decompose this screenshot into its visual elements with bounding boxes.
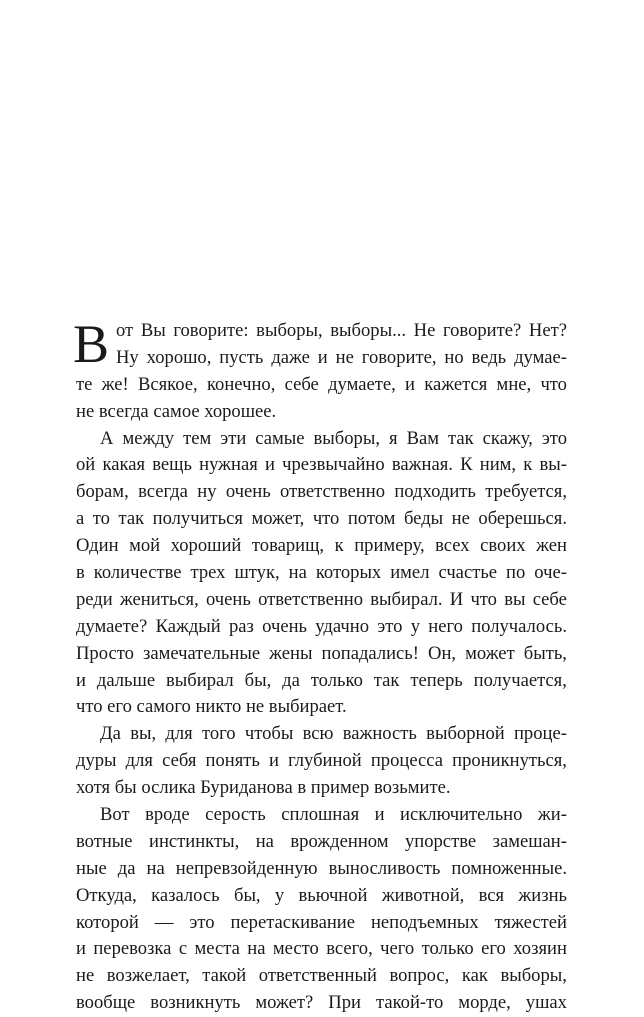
text-line: вообще возникнуть может? При такой-то морде, ушах bbox=[76, 992, 567, 1014]
drop-cap: В bbox=[73, 314, 110, 374]
text-line: думаете? Каждый раз очень удачно это у него получалось. bbox=[76, 615, 567, 637]
text-line: реди жениться, очень ответственно выбирал. И что вы себе bbox=[76, 588, 567, 610]
body-text bbox=[73, 314, 567, 1017]
text-line: хотя бы ослика Буриданова в пример возьмите. bbox=[76, 777, 451, 799]
text-line: и перевозка с места на место всего, чего только его хозяин bbox=[76, 938, 567, 960]
text-line: ой какая вещь нужная и чрезвычайно важная. К ним, к вы- bbox=[76, 454, 567, 476]
text-line: которой — это перетаскивание неподъемных тяжестей bbox=[76, 911, 567, 933]
text-line: а то так получиться может, что потом беды не оберешься. bbox=[76, 508, 567, 530]
text-line: не всегда самое хорошее. bbox=[76, 400, 277, 422]
text-line: и дальше выбирал бы, да только так теперь получается, bbox=[76, 669, 567, 691]
text-line: что его самого никто не выбирает. bbox=[76, 696, 347, 718]
text-line: не возжелает, такой ответственный вопрос, как выборы, bbox=[76, 965, 567, 987]
text-line: те же! Всякое, конечно, себе думаете, и кажется мне, что bbox=[76, 373, 567, 395]
text-line: Один мой хороший товарищ, к примеру, всех своих жен bbox=[76, 535, 567, 557]
text-line: борам, всегда ну очень ответственно подходить требуется, bbox=[76, 481, 567, 503]
text-line: Да вы, для того чтобы всю важность выборной проце- bbox=[100, 723, 567, 745]
text-line: Ну хорошо, пусть даже и не говорите, но ведь думае- bbox=[116, 346, 567, 368]
text-line: А между тем эти самые выборы, я Вам так скажу, это bbox=[100, 427, 567, 449]
text-line: вотные инстинкты, на врожденном упорстве замешан- bbox=[76, 830, 567, 852]
text-line: ные да на непревзойденную выносливость помноженные. bbox=[76, 857, 567, 879]
text-line: в количестве трех штук, на которых имел счастье по оче- bbox=[76, 562, 567, 584]
text-line: от Вы говорите: выборы, выборы... Не говорите? Нет? bbox=[116, 320, 567, 341]
text-line: дуры для себя понять и глубиной процесса проникнуться, bbox=[76, 750, 567, 772]
text-line: Откуда, казалось бы, у вьючной животной, вся жизнь bbox=[76, 884, 567, 906]
text-line: Просто замечательные жены попадались! Он, может быть, bbox=[76, 642, 567, 664]
text-line: Вот вроде серость сплошная и исключительно жи- bbox=[100, 804, 567, 826]
